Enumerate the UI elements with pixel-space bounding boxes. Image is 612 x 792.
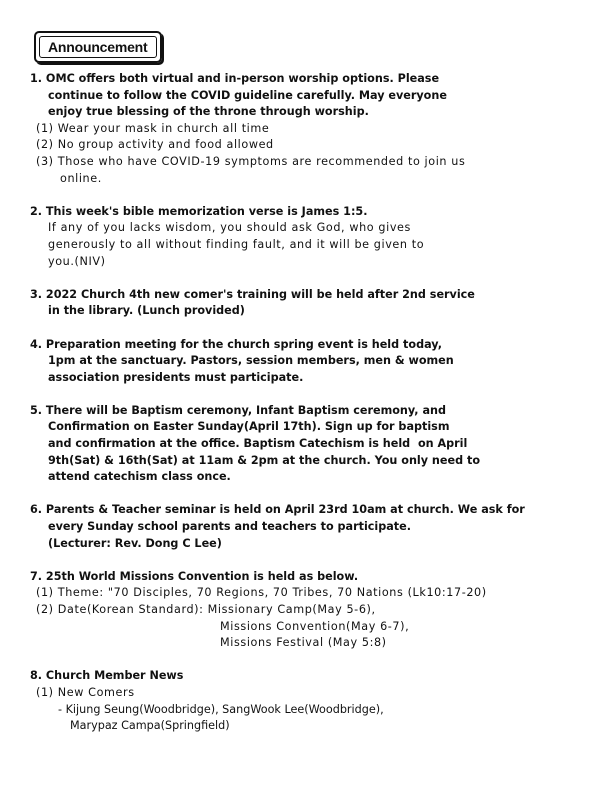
announcement-5-line: Confirmation on Easter Sunday(April 17th). Sign up for baptism [48, 420, 450, 434]
announcement-3-line: in the library. (Lunch provided) [48, 304, 245, 318]
announcement-1-line: 1. OMC offers both virtual and in-person worship options. Please [30, 72, 440, 85]
announcement-8-newcomers: Marypaz Campa(Springfield) [70, 719, 230, 733]
announcement-8-newcomers: - Kijung Seung(Woodbridge), SangWook Lee(Woodbridge), [58, 702, 384, 716]
announcement-1-line: continue to follow the COVID guideline carefully. May everyone [48, 88, 447, 102]
announcement-7-line: 7. 25th World Missions Convention is held as below. [30, 569, 359, 583]
announcement-4-line: 1pm at the sanctuary. Pastors, session members, men & women [48, 354, 454, 368]
announcement-1-item: online. [60, 171, 102, 185]
announcement-2-verse: generously to all without finding fault, and it will be given to [48, 237, 425, 251]
announcement-3-line: 3. 2022 Church 4th new comer's training will be held after 2nd service [30, 287, 475, 301]
announcement-title: Announcement [39, 36, 157, 58]
announcement-7-item: Missions Festival (May 5:8) [220, 636, 387, 650]
announcement-6 [30, 502, 580, 552]
announcement-7-item: Missions Convention(May 6-7), [220, 619, 410, 633]
announcement-7-item: (1) Theme: "70 Disciples, 70 Regions, 70 Tribes, 70 Nations (Lk10:17-20) [36, 586, 487, 600]
announcement-7-item: (2) Date(Korean Standard): Missionary Camp(May 5-6), [36, 603, 376, 616]
announcement-5-line: attend catechism class once. [48, 470, 231, 484]
announcement-content [30, 71, 580, 751]
announcement-8-line: 8. Church Member News [30, 669, 184, 683]
announcement-3 [30, 287, 580, 320]
announcement-5 [30, 403, 580, 486]
announcement-7 [30, 569, 580, 652]
announcement-1-line: enjoy true blessing of the throne through worship. [48, 105, 369, 119]
announcement-5-line: 9th(Sat) & 16th(Sat) at 11am & 2pm at the church. You only need to [48, 453, 481, 467]
announcement-6-line: every Sunday school parents and teachers to participate. [48, 520, 411, 534]
announcement-1-item: (2) No group activity and food allowed [36, 138, 274, 152]
announcement-6-line: (Lecturer: Rev. Dong C Lee) [48, 536, 222, 550]
announcement-4 [30, 337, 580, 387]
announcement-4-line: 4. Preparation meeting for the church spring event is held today, [30, 337, 442, 351]
announcement-2-line: 2. This week's bible memorization verse is James 1:5. [30, 204, 368, 218]
announcement-1 [30, 71, 580, 187]
announcement-6-line: 6. Parents & Teacher seminar is held on April 23rd 10am at church. We ask for [30, 503, 525, 517]
announcement-2-verse: If any of you lacks wisdom, you should ask God, who gives [48, 221, 411, 235]
announcement-1-item: (1) Wear your mask in church all time [36, 121, 270, 135]
announcement-8 [30, 668, 580, 734]
announcement-title-box [34, 31, 162, 63]
announcement-4-line: association presidents must participate. [48, 370, 304, 384]
announcement-2-verse: you.(NIV) [48, 254, 106, 268]
announcement-5-line: and confirmation at the office. Baptism Catechism is held on April [48, 437, 468, 451]
announcement-5-line: 5. There will be Baptism ceremony, Infant Baptism ceremony, and [30, 403, 446, 417]
announcement-8-item: (1) New Comers [36, 685, 135, 699]
announcement-1-item: (3) Those who have COVID-19 symptoms are recommended to join us [36, 154, 466, 168]
announcement-2 [30, 204, 580, 270]
